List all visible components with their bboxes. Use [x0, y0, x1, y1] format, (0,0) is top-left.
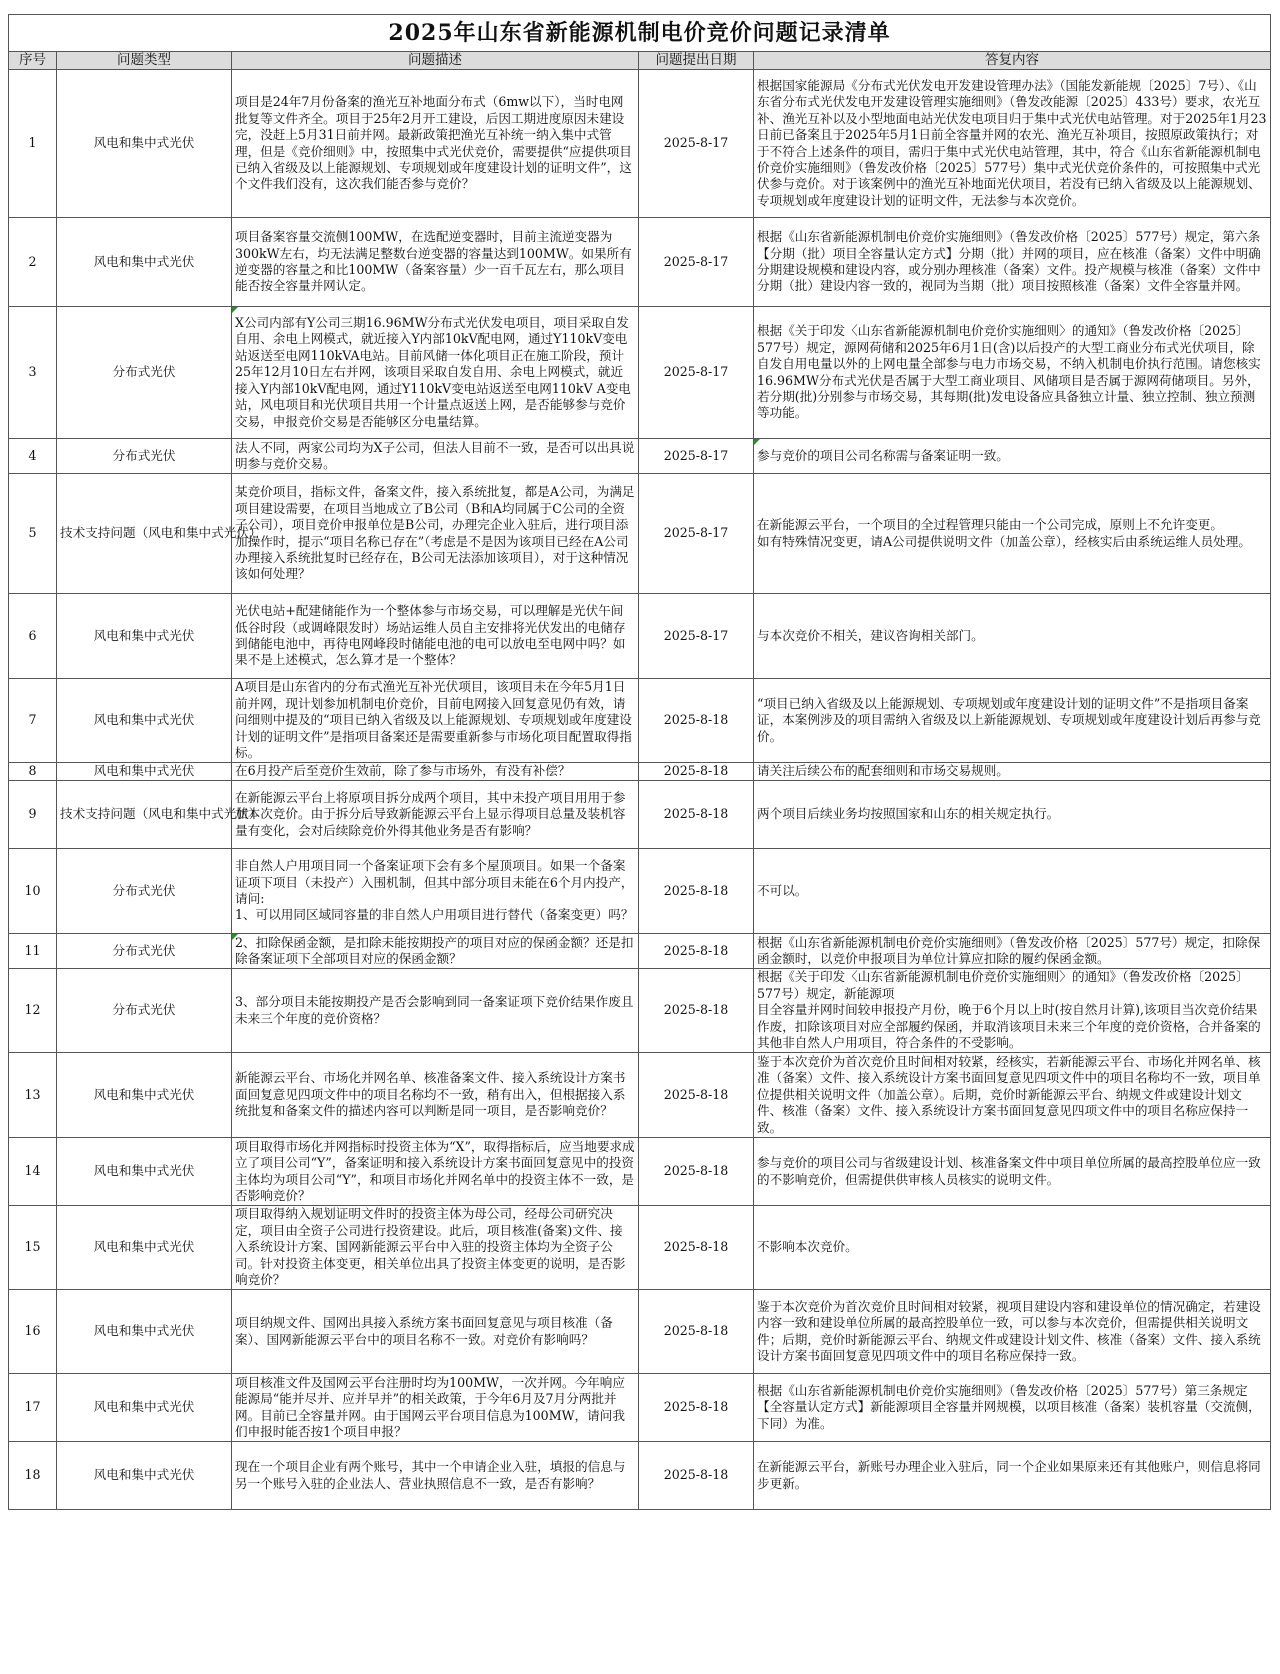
type-text: 风电和集中式光伏 — [93, 135, 195, 151]
cell-no[interactable]: 5 — [9, 474, 57, 594]
table-row — [9, 594, 1271, 679]
cell-answer[interactable]: 不可以。 — [754, 849, 1271, 934]
cell-type[interactable] — [57, 1442, 232, 1510]
issue-table — [8, 14, 1271, 1510]
cell-type[interactable] — [57, 439, 232, 474]
cell-desc[interactable]: X公司内部有Y公司三期16.96MW分布式光伏发电项目，项目采取自发自用、余电上网模式，就近接入Y内部10kV配电网，通过Y110kV变电站返送至电网110kVA电站。目前风储一体化项目正在施工阶段，预计25年12月10日左右并网，该项目采取自发自用、余电上网模式，就近接入Y内部10kV配电网，通过Y110kV变电站返送至电网110kV A变电站，风电项目和光伏项目共用一个计量点返送上网，是否能够参与竞价交易，申报竞价交易是否能够区分电量结算。 — [232, 307, 639, 439]
cell-date[interactable]: 2025-8-18 — [639, 679, 754, 763]
cell-date[interactable]: 2025-8-18 — [639, 1290, 754, 1374]
cell-desc[interactable]: 非自然人户用项目同一个备案证项下会有多个屋顶项目。如果一个备案证项下项目（未投产）入围机制，但其中部分项目未能在6个月内投产，请问: 1、可以用同区域同容量的非自然人户用项目进行替代（备案变更）吗？ — [232, 849, 639, 934]
cell-desc[interactable]: 项目取得市场化并网指标时投资主体为“X”，取得指标后，应当地要求成立了项目公司“Y”，备案证明和接入系统设计方案书面回复意见中的投资主体均为项目公司“Y”，和项目市场化并网名单中的投资主体不一致，是否影响竞价？ — [232, 1138, 639, 1206]
cell-desc[interactable]: 项目纳规文件、国网出具接入系统方案书面回复意见与项目核准（备案）、国网新能源云平台中的项目名称不一致。对竞价有影响吗？ — [232, 1290, 639, 1374]
type-text: 分布式光伏 — [112, 942, 176, 958]
table-row — [9, 969, 1271, 1053]
cell-desc[interactable]: 项目备案容量交流侧100MW，在选配逆变器时，目前主流逆变器为300kW左右，均无法满足整数台逆变器的容量达到100MW。如果所有逆变器的容量之和比100MW（备案容量）少一百千瓦左右，那么项目能否按全容量并网认定。 — [232, 218, 639, 307]
cell-desc[interactable]: 某竞价项目，指标文件，备案文件，接入系统批复，都是A公司，为满足项目建设需要，在项目当地成立了B公司（B和A均同属于C公司的全资子公司），项目竞价申报单位是B公司，办理完企业入驻后，进行项目添加操作时，提示“项目名称已存在”（考虑是不是因为该项目已经在A公司办理接入系统批复时已经存在，B公司无法添加该项目），对于这种情况该如何处理？ — [232, 474, 639, 594]
cell-date[interactable]: 2025-8-18 — [639, 849, 754, 934]
cell-type[interactable] — [57, 781, 262, 849]
cell-answer[interactable]: 在新能源云平台，一个项目的全过程管理只能由一个公司完成，原则上不允许变更。 如有特殊情况变更，请A公司提供说明文件（加盖公章），经核实后由系统运维人员处理。 — [754, 474, 1271, 594]
table-row — [9, 781, 1271, 849]
cell-date[interactable]: 2025-8-18 — [639, 934, 754, 969]
cell-date[interactable]: 2025-8-18 — [639, 1138, 754, 1206]
cell-no[interactable]: 18 — [9, 1442, 57, 1510]
cell-no[interactable]: 2 — [9, 218, 57, 307]
table-row — [9, 679, 1271, 763]
cell-type[interactable] — [57, 218, 232, 307]
cell-date[interactable]: 2025-8-17 — [639, 474, 754, 594]
cell-type[interactable] — [57, 763, 232, 781]
cell-desc[interactable]: 法人不同，两家公司均为X子公司，但法人目前不一致，是否可以出具说明参与竞价交易。 — [232, 439, 639, 474]
cell-date[interactable]: 2025-8-17 — [639, 307, 754, 439]
table-row — [9, 474, 1271, 594]
cell-date[interactable]: 2025-8-17 — [639, 439, 754, 474]
cell-answer[interactable]: 参与竞价的项目公司名称需与备案证明一致。 — [754, 439, 1271, 474]
cell-desc[interactable]: 新能源云平台、市场化并网名单、核准备案文件、接入系统设计方案书面回复意见四项文件中的项目名称均不一致，稍有出入，但根据接入系统批复和备案文件的描述内容可以判断是同一项目，是否影响竞价？ — [232, 1053, 639, 1138]
type-text: 风电和集中式光伏 — [93, 1086, 195, 1102]
table-row — [9, 1206, 1271, 1290]
cell-answer[interactable]: 鉴于本次竞价为首次竞价且时间相对较紧，视项目建设内容和建设单位的情况确定，若建设内容一致和建设单位所属的最高控股单位一致，可以参与本次竞价，但需提供相关说明文件；后期，竞价时新能源云平台、纳规文件或建设计划文件、核准（备案）文件、接入系统设计方案书面回复意见四项文件中的项目名称应保持一致。 — [754, 1290, 1271, 1374]
type-text: 风电和集中式光伏 — [93, 1323, 195, 1339]
table-row — [9, 763, 1271, 781]
cell-no[interactable]: 10 — [9, 849, 57, 934]
table-row — [9, 934, 1271, 969]
cell-type[interactable] — [57, 934, 232, 969]
cell-date[interactable]: 2025-8-17 — [639, 70, 754, 218]
cell-desc[interactable]: 项目取得纳入规划证明文件时的投资主体为母公司，经母公司研究决定，项目由全资子公司进行投资建设。此后，项目核准(备案)文件、接入系统设计方案、国网新能源云平台中入驻的投资主体均为全资子公司。针对投资主体变更，相关单位出具了投资主体变更的说明，是否影响竞价？ — [232, 1206, 639, 1290]
cell-desc[interactable]: A项目是山东省内的分布式渔光互补光伏项目，该项目未在今年5月1日前并网，现计划参加机制电价竞价，目前电网接入回复意见仍有效，请问细则中提及的“项目已纳入省级及以上能源规划、专项规划或年度建设计划的证明文件”是指项目备案还是需要重新参与市场化项目配置取得指标。 — [232, 679, 639, 763]
type-text: 分布式光伏 — [112, 364, 176, 380]
cell-no[interactable]: 7 — [9, 679, 57, 763]
header-answer: 答复内容 — [754, 52, 1271, 70]
table-row — [9, 307, 1271, 439]
cell-no[interactable]: 3 — [9, 307, 57, 439]
cell-type[interactable] — [57, 1290, 232, 1374]
table-row — [9, 439, 1271, 474]
cell-type[interactable] — [57, 1053, 232, 1138]
table-body — [9, 70, 1271, 1510]
cell-type[interactable] — [57, 679, 232, 763]
cell-type[interactable] — [57, 969, 232, 1053]
table-row — [9, 1374, 1271, 1442]
type-text: 技术支持问题（风电和集中式光伏） — [60, 806, 262, 822]
cell-desc[interactable]: 项目核准文件及国网云平台注册时均为100MW，一次并网。今年响应能源局“能并尽并、应并早并”的相关政策，于今年6月及7月分两批并网。目前已全容量并网。由于国网云平台项目信息为100MW，请问我们申报时能否按1个项目申报？ — [232, 1374, 639, 1442]
type-text: 风电和集中式光伏 — [93, 253, 195, 269]
header-desc: 问题描述 — [232, 52, 639, 70]
type-text: 风电和集中式光伏 — [93, 712, 195, 728]
cell-desc[interactable]: 在6月投产后至竞价生效前，除了参与市场外，有没有补偿？ — [232, 763, 639, 781]
cell-answer[interactable]: 请关注后续公布的配套细则和市场交易规则。 — [754, 763, 1271, 781]
cell-desc[interactable]: 2、扣除保函金额，是扣除未能按期投产的项目对应的保函金额？还是扣除备案证项下全部项目对应的保函金额？ — [232, 934, 639, 969]
table-row — [9, 218, 1271, 307]
cell-date[interactable]: 2025-8-17 — [639, 594, 754, 679]
cell-answer[interactable]: 根据国家能源局《分布式光伏发电开发建设管理办法》（国能发新能规〔2025〕7号）、《山东省分布式光伏发电开发建设管理实施细则》（鲁发改能源〔2025〕433号）要求，农光互补、渔光互补以及小型地面电站光伏发电项目归于集中式光伏电站管理。对于2025年1月23日前已备案且于2025年5月1日前全容量并网的农光、渔光互补项目，按照原政策执行；对于不符合上述条件的项目，需归于集中式光伏电站管理，其中，符合《山东省新能源机制电价竞价实施细则》（鲁发改价格〔2025〕577号）集中式光伏竞价条件的，可按照集中式光伏参与竞价。对于该案例中的渔光互补地面光伏项目，若没有已纳入省级及以上能源规划、专项规划或年度建设计划的证明文件，无法参与本次竞价。 — [754, 70, 1271, 218]
cell-no[interactable]: 12 — [9, 969, 57, 1053]
cell-type[interactable] — [57, 849, 232, 934]
sheet-title: 2025年山东省新能源机制电价竞价问题记录清单 — [9, 15, 1271, 52]
header-row — [9, 52, 1271, 70]
type-text: 风电和集中式光伏 — [93, 627, 195, 643]
cell-answer[interactable]: 两个项目后续业务均按照国家和山东的相关规定执行。 — [754, 781, 1271, 849]
cell-desc[interactable]: 项目是24年7月份备案的渔光互补地面分布式（6mw以下），当时电网批复等文件齐全。项目于25年2月开工建设，后因工期进度原因未建设完，没赶上5月31日前并网。最新政策把渔光互补统一纳入集中式管理，但是《竞价细则》中，按照集中式光伏竞价，需要提供“应提供项目已纳入省级及以上能源规划、专项规划或年度建设计划的证明文件”，这个文件我们没有，这次我们能否参与竞价？ — [232, 70, 639, 218]
cell-no[interactable]: 16 — [9, 1290, 57, 1374]
cell-date[interactable]: 2025-8-18 — [639, 1442, 754, 1510]
table-row — [9, 70, 1271, 218]
cell-answer[interactable]: 鉴于本次竞价为首次竞价且时间相对较紧，经核实，若新能源云平台、市场化并网名单、核准（备案）文件、接入系统设计方案书面回复意见四项文件中的项目名称均不一致，项目单位提供相关说明文件（加盖公章）。后期，竞价时新能源云平台、纳规文件或建设计划文件、核准（备案）文件、接入系统设计方案书面回复意见四项文件中的项目名称应保持一致。 — [754, 1053, 1271, 1138]
cell-date[interactable]: 2025-8-18 — [639, 763, 754, 781]
type-text: 风电和集中式光伏 — [93, 763, 195, 779]
cell-type[interactable] — [57, 307, 232, 439]
table-row — [9, 1053, 1271, 1138]
cell-no[interactable]: 14 — [9, 1138, 57, 1206]
cell-desc[interactable]: 3、部分项目未能按期投产是否会影响到同一备案证项下竞价结果作废且未来三个年度的竞价资格？ — [232, 969, 639, 1053]
type-text: 分布式光伏 — [112, 882, 176, 898]
table-row — [9, 1138, 1271, 1206]
header-type: 问题类型 — [57, 52, 232, 70]
header-date: 问题提出日期 — [639, 52, 754, 70]
cell-type[interactable] — [57, 1138, 232, 1206]
table-row — [9, 849, 1271, 934]
cell-answer[interactable]: 根据《关于印发〈山东省新能源机制电价竞价实施细则〉的通知》（鲁发改价格〔2025〕577号）规定，源网荷储和2025年6月1日(含)以后投产的大型工商业分布式光伏项目，除自发自用电量以外的上网电量全部参与电力市场交易，不纳入机制电价执行范围。请您核实16.96MW分布式光伏是否属于大型工商业项目、风储项目是否属于源网荷储项目。另外，若分期(批)分别参与市场交易，其每期(批)发电设备应具备独立计量、独立控制、独立预测等功能。 — [754, 307, 1271, 439]
cell-date[interactable]: 2025-8-18 — [639, 1206, 754, 1290]
cell-date[interactable]: 2025-8-18 — [639, 1374, 754, 1442]
cell-answer[interactable]: 与本次竞价不相关，建议咨询相关部门。 — [754, 594, 1271, 679]
table-row — [9, 1442, 1271, 1510]
cell-no[interactable]: 17 — [9, 1374, 57, 1442]
cell-answer[interactable]: 不影响本次竞价。 — [754, 1206, 1271, 1290]
cell-no[interactable]: 13 — [9, 1053, 57, 1138]
cell-no[interactable]: 15 — [9, 1206, 57, 1290]
cell-type[interactable] — [57, 594, 232, 679]
cell-type[interactable] — [57, 70, 232, 218]
cell-date[interactable]: 2025-8-18 — [639, 781, 754, 849]
type-text: 风电和集中式光伏 — [93, 1163, 195, 1179]
type-text: 技术支持问题（风电和集中式光伏） — [60, 525, 262, 541]
cell-no[interactable]: 6 — [9, 594, 57, 679]
cell-date[interactable]: 2025-8-18 — [639, 1053, 754, 1138]
cell-answer[interactable]: 根据《关于印发〈山东省新能源机制电价竞价实施细则〉的通知》（鲁发改价格〔2025〕577号）规定，新能源项 目全容量并网时间较申报投产月份，晚于6个月以上时(按自然月计算),该项目当次竞价结果作废，扣除该项目对应全部履约保函，并取消该项目未来三个年度的竞价资格，合并备案的其他非自然人户用项目，符合条件的不受影响。 — [754, 969, 1271, 1053]
cell-answer[interactable]: 在新能源云平台，新账号办理企业入驻后，同一个企业如果原来还有其他账户，则信息将同步更新。 — [754, 1442, 1271, 1510]
cell-no[interactable]: 8 — [9, 763, 57, 781]
type-text: 分布式光伏 — [112, 1002, 176, 1018]
type-text: 风电和集中式光伏 — [93, 1467, 195, 1483]
cell-date[interactable]: 2025-8-18 — [639, 969, 754, 1053]
cell-desc[interactable]: 光伏电站+配建储能作为一个整体参与市场交易，可以理解是光伏午间低谷时段（或调峰限发时）场站运维人员自主安排将光伏发出的电储存到储能电池中，再待电网峰段时储能电池的电可以放电至电网中吗？如果不是上述模式，怎么算才是一个整体？ — [232, 594, 639, 679]
cell-date[interactable]: 2025-8-17 — [639, 218, 754, 307]
cell-no[interactable]: 4 — [9, 439, 57, 474]
cell-answer[interactable]: “项目已纳入省级及以上能源规划、专项规划或年度建设计划的证明文件”不是指项目备案证，本案例涉及的项目需纳入省级及以上新能源规划、专项规划或年度建设计划后再参与竞价。 — [754, 679, 1271, 763]
type-text: 分布式光伏 — [112, 447, 176, 463]
cell-answer[interactable]: 根据《山东省新能源机制电价竞价实施细则》（鲁发改价格〔2025〕577号）规定，扣除保函金额时，以竞价申报项目为单位计算应扣除的履约保函金额。 — [754, 934, 1271, 969]
cell-type[interactable] — [57, 1374, 232, 1442]
cell-type[interactable] — [57, 1206, 232, 1290]
cell-type[interactable] — [57, 474, 262, 594]
header-no: 序号 — [9, 52, 57, 70]
cell-answer[interactable]: 根据《山东省新能源机制电价竞价实施细则》（鲁发改价格〔2025〕577号）规定，第六条 【分期（批）项目全容量认定方式】分期（批）并网的项目，应在核准（备案）文件中明确分期建设规模和建设内容，或分别办理核准（备案）文件。投产规模与核准（备案）文件中分期（批）建设内容一致的，视同为当期（批）项目按照核准（备案）文件全容量并网。 — [754, 218, 1271, 307]
type-text: 风电和集中式光伏 — [93, 1399, 195, 1415]
type-text: 风电和集中式光伏 — [93, 1239, 195, 1255]
cell-no[interactable]: 11 — [9, 934, 57, 969]
cell-answer[interactable]: 参与竞价的项目公司与省级建设计划、核准备案文件中项目单位所属的最高控股单位应一致的不影响竞价，但需提供供审核人员核实的说明文件。 — [754, 1138, 1271, 1206]
cell-desc[interactable]: 在新能源云平台上将原项目拆分成两个项目，其中未投产项目用用于参加本次竞价。由于拆分后导致新能源云平台上显示得项目总量及装机容量有变化，会对后续除竞价外得其他业务是否有影响？ — [232, 781, 639, 849]
cell-no[interactable]: 9 — [9, 781, 57, 849]
cell-answer[interactable]: 根据《山东省新能源机制电价竞价实施细则》（鲁发改价格〔2025〕577号）第三条规定【全容量认定方式】新能源项目全容量并网规模，以项目核准（备案）装机容量（交流侧，下同）为准。 — [754, 1374, 1271, 1442]
table-row — [9, 1290, 1271, 1374]
cell-desc[interactable]: 现在一个项目企业有两个账号，其中一个申请企业入驻，填报的信息与另一个账号入驻的企业法人、营业执照信息不一致，是否有影响？ — [232, 1442, 639, 1510]
cell-no[interactable]: 1 — [9, 70, 57, 218]
spreadsheet — [8, 14, 1270, 1510]
